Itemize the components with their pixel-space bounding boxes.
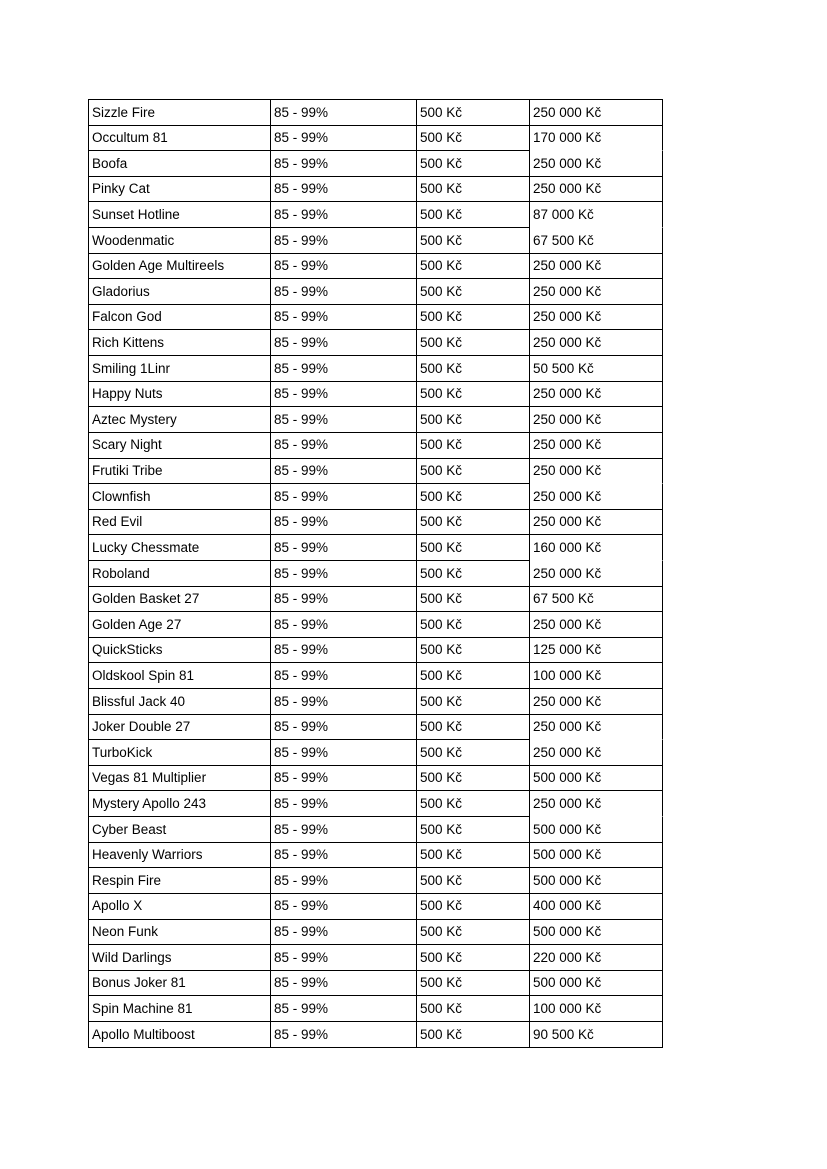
rtp-range-cell: 85 - 99% — [271, 894, 417, 920]
bet-amount-cell: 500 Kč — [417, 561, 530, 587]
table-row — [89, 638, 663, 664]
rtp-range-cell: 85 - 99% — [271, 587, 417, 613]
rtp-range-cell: 85 - 99% — [271, 945, 417, 971]
bet-amount-cell: 500 Kč — [417, 407, 530, 433]
max-win-cell: 500 000 Kč — [530, 971, 663, 997]
rtp-range-cell: 85 - 99% — [271, 279, 417, 305]
table-row — [89, 510, 663, 536]
rtp-range-cell: 85 - 99% — [271, 100, 417, 126]
rtp-range-cell: 85 - 99% — [271, 126, 417, 152]
table-row — [89, 202, 663, 228]
table-row — [89, 766, 663, 792]
bet-amount-cell: 500 Kč — [417, 1022, 530, 1048]
game-name-cell: TurboKick — [89, 740, 271, 766]
game-name-cell: Falcon God — [89, 305, 271, 331]
bet-amount-cell: 500 Kč — [417, 996, 530, 1022]
rtp-range-cell: 85 - 99% — [271, 766, 417, 792]
max-win-cell: 125 000 Kč — [530, 638, 663, 664]
game-name-cell: Neon Funk — [89, 920, 271, 946]
max-win-cell: 67 500 Kč — [530, 587, 663, 613]
max-win-cell: 500 000 Kč — [530, 766, 663, 792]
bet-amount-cell: 500 Kč — [417, 433, 530, 459]
game-name-cell: Golden Age 27 — [89, 612, 271, 638]
bet-amount-cell: 500 Kč — [417, 791, 530, 817]
games-table — [88, 99, 663, 1048]
max-win-cell: 500 000 Kč — [530, 920, 663, 946]
table-row — [89, 305, 663, 331]
rtp-range-cell: 85 - 99% — [271, 1022, 417, 1048]
rtp-range-cell: 85 - 99% — [271, 356, 417, 382]
max-win-cell: 250 000 Kč — [530, 715, 663, 741]
bet-amount-cell: 500 Kč — [417, 177, 530, 203]
table-row — [89, 894, 663, 920]
max-win-cell: 250 000 Kč — [530, 484, 663, 510]
bet-amount-cell: 500 Kč — [417, 766, 530, 792]
games-table-body — [89, 100, 663, 1048]
bet-amount-cell: 500 Kč — [417, 612, 530, 638]
max-win-cell: 250 000 Kč — [530, 689, 663, 715]
table-row — [89, 817, 663, 843]
game-name-cell: QuickSticks — [89, 638, 271, 664]
rtp-range-cell: 85 - 99% — [271, 433, 417, 459]
bet-amount-cell: 500 Kč — [417, 510, 530, 536]
table-row — [89, 433, 663, 459]
bet-amount-cell: 500 Kč — [417, 459, 530, 485]
bet-amount-cell: 500 Kč — [417, 663, 530, 689]
max-win-cell: 67 500 Kč — [530, 228, 663, 254]
max-win-cell: 50 500 Kč — [530, 356, 663, 382]
bet-amount-cell: 500 Kč — [417, 894, 530, 920]
max-win-cell: 500 000 Kč — [530, 817, 663, 843]
bet-amount-cell: 500 Kč — [417, 100, 530, 126]
max-win-cell: 250 000 Kč — [530, 305, 663, 331]
game-name-cell: Smiling 1Linr — [89, 356, 271, 382]
rtp-range-cell: 85 - 99% — [271, 971, 417, 997]
bet-amount-cell: 500 Kč — [417, 843, 530, 869]
table-row — [89, 177, 663, 203]
max-win-cell: 250 000 Kč — [530, 612, 663, 638]
max-win-cell: 250 000 Kč — [530, 151, 663, 177]
rtp-range-cell: 85 - 99% — [271, 817, 417, 843]
bet-amount-cell: 500 Kč — [417, 587, 530, 613]
bet-amount-cell: 500 Kč — [417, 689, 530, 715]
table-row — [89, 484, 663, 510]
table-row — [89, 663, 663, 689]
game-name-cell: Wild Darlings — [89, 945, 271, 971]
rtp-range-cell: 85 - 99% — [271, 868, 417, 894]
rtp-range-cell: 85 - 99% — [271, 254, 417, 280]
rtp-range-cell: 85 - 99% — [271, 638, 417, 664]
table-row — [89, 587, 663, 613]
table-row — [89, 971, 663, 997]
rtp-range-cell: 85 - 99% — [271, 202, 417, 228]
game-name-cell: Cyber Beast — [89, 817, 271, 843]
game-name-cell: Spin Machine 81 — [89, 996, 271, 1022]
rtp-range-cell: 85 - 99% — [271, 305, 417, 331]
table-row — [89, 535, 663, 561]
table-row — [89, 945, 663, 971]
table-row — [89, 920, 663, 946]
bet-amount-cell: 500 Kč — [417, 228, 530, 254]
table-row — [89, 330, 663, 356]
bet-amount-cell: 500 Kč — [417, 330, 530, 356]
game-name-cell: Apollo X — [89, 894, 271, 920]
max-win-cell: 90 500 Kč — [530, 1022, 663, 1048]
game-name-cell: Heavenly Warriors — [89, 843, 271, 869]
game-name-cell: Golden Age Multireels — [89, 254, 271, 280]
game-name-cell: Pinky Cat — [89, 177, 271, 203]
max-win-cell: 250 000 Kč — [530, 330, 663, 356]
max-win-cell: 160 000 Kč — [530, 535, 663, 561]
table-row — [89, 1022, 663, 1048]
rtp-range-cell: 85 - 99% — [271, 407, 417, 433]
max-win-cell: 250 000 Kč — [530, 254, 663, 280]
game-name-cell: Sizzle Fire — [89, 100, 271, 126]
max-win-cell: 250 000 Kč — [530, 100, 663, 126]
table-row — [89, 407, 663, 433]
game-name-cell: Boofa — [89, 151, 271, 177]
max-win-cell: 250 000 Kč — [530, 459, 663, 485]
game-name-cell: Blissful Jack 40 — [89, 689, 271, 715]
bet-amount-cell: 500 Kč — [417, 484, 530, 510]
table-row — [89, 561, 663, 587]
game-name-cell: Occultum 81 — [89, 126, 271, 152]
bet-amount-cell: 500 Kč — [417, 920, 530, 946]
bet-amount-cell: 500 Kč — [417, 535, 530, 561]
rtp-range-cell: 85 - 99% — [271, 843, 417, 869]
max-win-cell: 250 000 Kč — [530, 177, 663, 203]
max-win-cell: 250 000 Kč — [530, 382, 663, 408]
bet-amount-cell: 500 Kč — [417, 817, 530, 843]
bet-amount-cell: 500 Kč — [417, 868, 530, 894]
game-name-cell: Clownfish — [89, 484, 271, 510]
table-row — [89, 100, 663, 126]
max-win-cell: 500 000 Kč — [530, 868, 663, 894]
max-win-cell: 250 000 Kč — [530, 561, 663, 587]
bet-amount-cell: 500 Kč — [417, 638, 530, 664]
rtp-range-cell: 85 - 99% — [271, 330, 417, 356]
bet-amount-cell: 500 Kč — [417, 202, 530, 228]
game-name-cell: Woodenmatic — [89, 228, 271, 254]
table-row — [89, 279, 663, 305]
rtp-range-cell: 85 - 99% — [271, 177, 417, 203]
game-name-cell: Frutiki Tribe — [89, 459, 271, 485]
game-name-cell: Red Evil — [89, 510, 271, 536]
bet-amount-cell: 500 Kč — [417, 279, 530, 305]
max-win-cell: 100 000 Kč — [530, 996, 663, 1022]
bet-amount-cell: 500 Kč — [417, 382, 530, 408]
game-name-cell: Lucky Chessmate — [89, 535, 271, 561]
rtp-range-cell: 85 - 99% — [271, 382, 417, 408]
rtp-range-cell: 85 - 99% — [271, 740, 417, 766]
table-row — [89, 996, 663, 1022]
game-name-cell: Aztec Mystery — [89, 407, 271, 433]
bet-amount-cell: 500 Kč — [417, 971, 530, 997]
game-name-cell: Rich Kittens — [89, 330, 271, 356]
table-row — [89, 689, 663, 715]
bet-amount-cell: 500 Kč — [417, 715, 530, 741]
table-row — [89, 843, 663, 869]
game-name-cell: Vegas 81 Multiplier — [89, 766, 271, 792]
max-win-cell: 87 000 Kč — [530, 202, 663, 228]
table-row — [89, 715, 663, 741]
game-name-cell: Joker Double 27 — [89, 715, 271, 741]
table-row — [89, 228, 663, 254]
rtp-range-cell: 85 - 99% — [271, 715, 417, 741]
game-name-cell: Bonus Joker 81 — [89, 971, 271, 997]
bet-amount-cell: 500 Kč — [417, 254, 530, 280]
table-row — [89, 126, 663, 152]
table-row — [89, 791, 663, 817]
rtp-range-cell: 85 - 99% — [271, 484, 417, 510]
max-win-cell: 250 000 Kč — [530, 791, 663, 817]
game-name-cell: Oldskool Spin 81 — [89, 663, 271, 689]
max-win-cell: 400 000 Kč — [530, 894, 663, 920]
rtp-range-cell: 85 - 99% — [271, 561, 417, 587]
game-name-cell: Apollo Multiboost — [89, 1022, 271, 1048]
max-win-cell: 220 000 Kč — [530, 945, 663, 971]
bet-amount-cell: 500 Kč — [417, 356, 530, 382]
table-row — [89, 459, 663, 485]
game-name-cell: Mystery Apollo 243 — [89, 791, 271, 817]
game-name-cell: Gladorius — [89, 279, 271, 305]
rtp-range-cell: 85 - 99% — [271, 689, 417, 715]
rtp-range-cell: 85 - 99% — [271, 228, 417, 254]
game-name-cell: Sunset Hotline — [89, 202, 271, 228]
rtp-range-cell: 85 - 99% — [271, 535, 417, 561]
bet-amount-cell: 500 Kč — [417, 305, 530, 331]
max-win-cell: 250 000 Kč — [530, 510, 663, 536]
table-row — [89, 868, 663, 894]
max-win-cell: 250 000 Kč — [530, 407, 663, 433]
game-name-cell: Golden Basket 27 — [89, 587, 271, 613]
max-win-cell: 250 000 Kč — [530, 433, 663, 459]
rtp-range-cell: 85 - 99% — [271, 791, 417, 817]
game-name-cell: Roboland — [89, 561, 271, 587]
rtp-range-cell: 85 - 99% — [271, 459, 417, 485]
max-win-cell: 170 000 Kč — [530, 126, 663, 152]
max-win-cell: 100 000 Kč — [530, 663, 663, 689]
table-row — [89, 254, 663, 280]
table-row — [89, 356, 663, 382]
rtp-range-cell: 85 - 99% — [271, 612, 417, 638]
game-name-cell: Respin Fire — [89, 868, 271, 894]
table-row — [89, 382, 663, 408]
game-name-cell: Happy Nuts — [89, 382, 271, 408]
max-win-cell: 500 000 Kč — [530, 843, 663, 869]
game-name-cell: Scary Night — [89, 433, 271, 459]
max-win-cell: 250 000 Kč — [530, 279, 663, 305]
table-row — [89, 612, 663, 638]
rtp-range-cell: 85 - 99% — [271, 151, 417, 177]
table-row — [89, 740, 663, 766]
bet-amount-cell: 500 Kč — [417, 945, 530, 971]
rtp-range-cell: 85 - 99% — [271, 663, 417, 689]
rtp-range-cell: 85 - 99% — [271, 920, 417, 946]
max-win-cell: 250 000 Kč — [530, 740, 663, 766]
bet-amount-cell: 500 Kč — [417, 126, 530, 152]
rtp-range-cell: 85 - 99% — [271, 510, 417, 536]
bet-amount-cell: 500 Kč — [417, 151, 530, 177]
bet-amount-cell: 500 Kč — [417, 740, 530, 766]
rtp-range-cell: 85 - 99% — [271, 996, 417, 1022]
table-row — [89, 151, 663, 177]
